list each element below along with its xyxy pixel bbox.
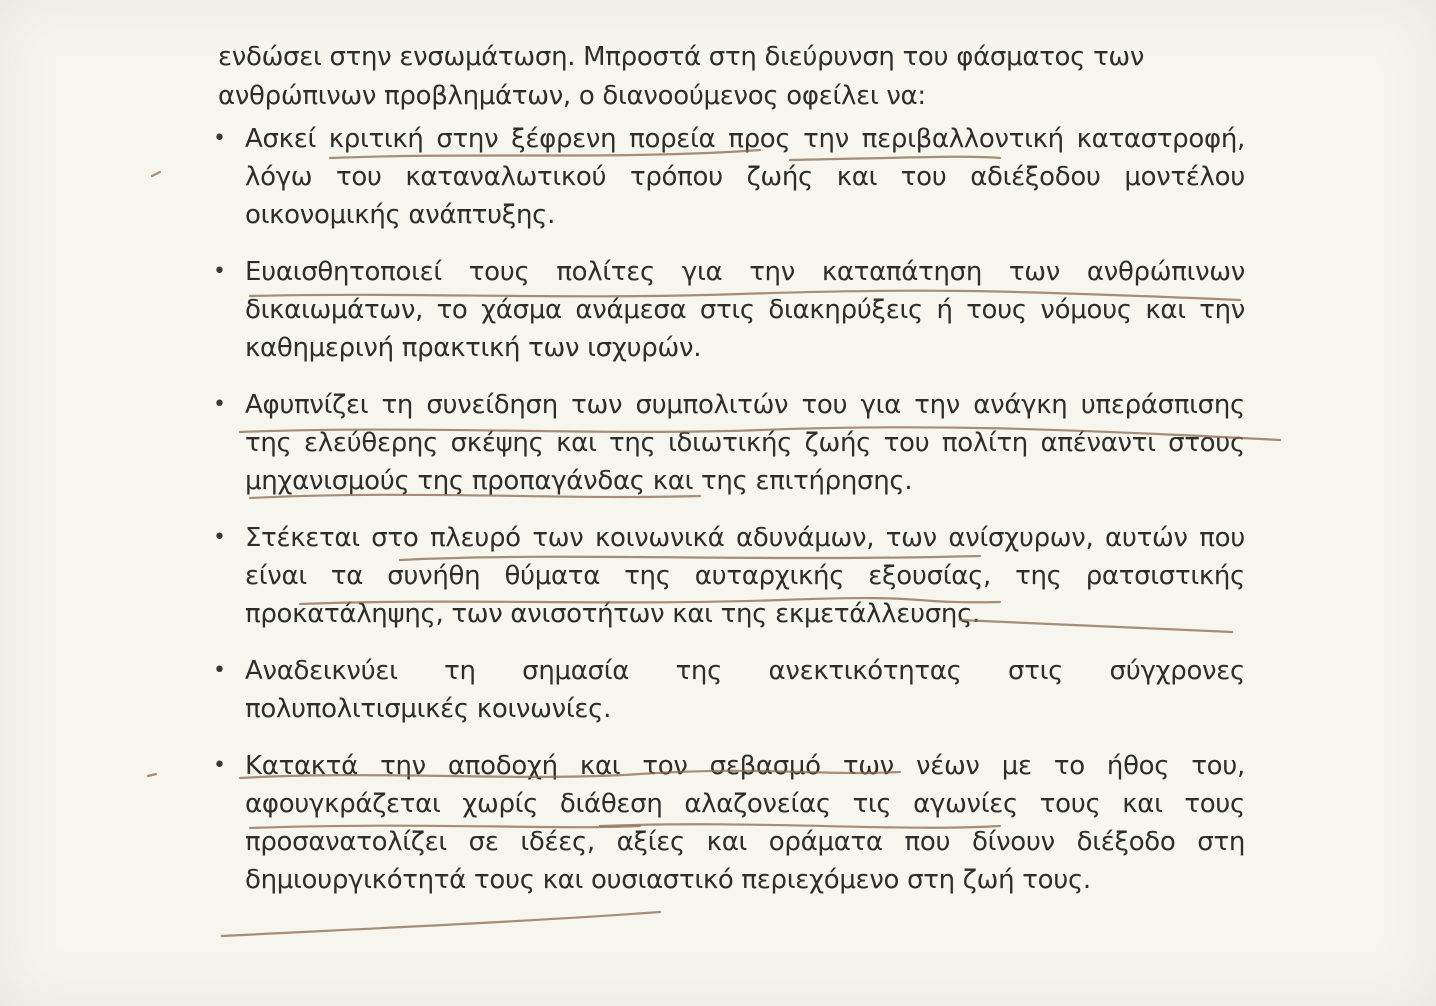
bullet-item-1 bbox=[205, 120, 1245, 234]
bullet-text-3: Αφυπνίζει τη συνείδηση των συμπολιτών του για την ανάγκη υπεράσπισης της ελεύθερης σκέψης και της ιδιωτικής ζωής του πολίτη απέναντι στους μηχανισμούς της προπαγάνδας και της επιτήρησης. bbox=[245, 390, 1245, 496]
bullet-text-6: Κατακτά την αποδοχή και τον σεβασμό των νέων με το ήθος του, αφουγκράζεται χωρίς διάθεση αλαζονείας τις αγωνίες τους και τους προσανατολίζει σε ιδέες, αξίες και οράματα που δίνουν διέξοδο στη δημιουργικότητά τους και ουσιαστικό περιεχόμενο στη ζωή τους. bbox=[245, 751, 1245, 895]
bullet-item-6 bbox=[205, 747, 1245, 899]
bullet-dot-icon: • bbox=[213, 126, 226, 151]
bullet-text-2: Ευαισθητοποιεί τους πολίτες για την καταπάτηση των ανθρώπινων δικαιωμάτων, το χάσμα ανάμεσα στις διακηρύξεις ή τους νόμους και την καθημερινή πρακτική των ισχυρών. bbox=[245, 257, 1245, 363]
stray-mark bbox=[152, 172, 160, 176]
bullet-item-5 bbox=[205, 652, 1245, 728]
bullet-text-1: Ασκεί κριτική στην ξέφρενη πορεία προς την περιβαλλοντική καταστροφή, λόγω του καταναλωτικού τρόπου ζωής και του αδιέξοδου μοντέλου οικονομικής ανάπτυξης. bbox=[245, 124, 1245, 230]
bullet-dot-icon: • bbox=[213, 658, 226, 683]
intro-paragraph: ενδώσει στην ενσωμάτωση. Μπροστά στη διεύρυνση του φάσματος των ανθρώπινων προβλημάτων, ο διανοούμενος οφείλει να: bbox=[218, 42, 1145, 111]
bullet-dot-icon: • bbox=[213, 525, 226, 550]
bullet-text-5: Αναδεικνύει τη σημασία της ανεκτικότητας στις σύγχρονες πολυπολιτισμικές κοινωνίες. bbox=[245, 656, 1245, 724]
stray-mark bbox=[148, 774, 156, 776]
bullet-dot-icon: • bbox=[213, 259, 226, 284]
bullet-dot-icon: • bbox=[213, 392, 226, 417]
bullet-item-2 bbox=[205, 253, 1245, 367]
bullet-dot-icon: • bbox=[213, 753, 226, 778]
bullet-text-4: Στέκεται στο πλευρό των κοινωνικά αδυνάμων, των ανίσχυρων, αυτών που είναι τα συνήθη θύματα της αυταρχικής εξουσίας, της ρατσιστικής προκατάληψης, των ανισοτήτων και της εκμετάλλευσης. bbox=[245, 523, 1245, 629]
underline-mark bbox=[222, 912, 660, 936]
bullet-item-4 bbox=[205, 519, 1245, 633]
bullet-list bbox=[205, 120, 1245, 899]
bullet-item-3 bbox=[205, 386, 1245, 500]
